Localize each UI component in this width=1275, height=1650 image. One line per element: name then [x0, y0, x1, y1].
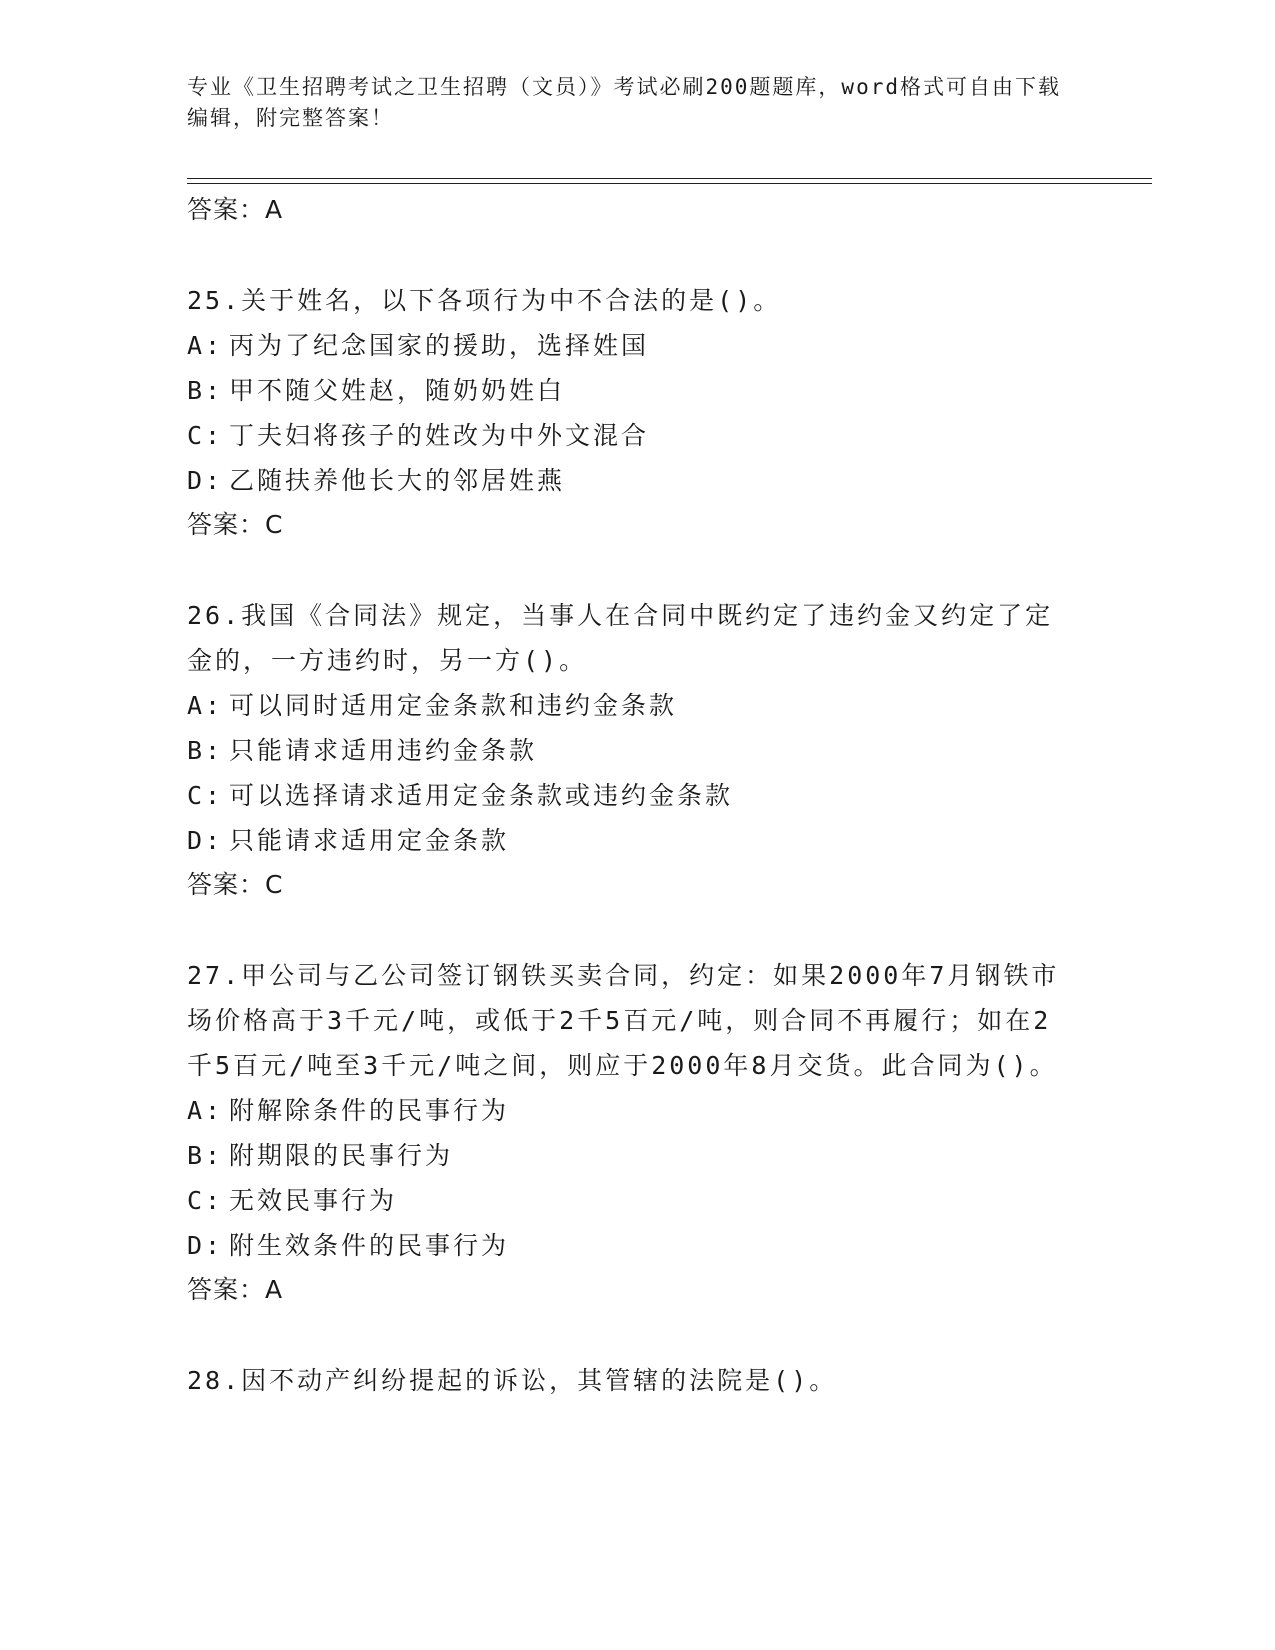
option-letter: C:: [187, 781, 224, 810]
question-list: [187, 188, 1067, 1403]
option-a: [187, 1088, 1067, 1133]
question-stem: 28.因不动产纠纷提起的诉讼，其管辖的法院是()。: [187, 1366, 838, 1395]
option-text: 丙为了纪念国家的援助，选择姓国: [229, 331, 650, 360]
question-stem: 27.甲公司与乙公司签订钢铁买卖合同，约定：如果2000年7月钢铁市场价格高于3千元/吨，或低于2千5百元/吨，则合同不再履行；如在2千5百元/吨至3千元/吨之间，则应于2000年8月交货。此合同为()。: [187, 961, 1060, 1080]
answer-line: 答案：C: [187, 870, 284, 899]
option-text: 可以选择请求适用定金条款或违约金条款: [229, 781, 734, 810]
question-block: [187, 1358, 1067, 1403]
option-text: 附生效条件的民事行为: [229, 1231, 510, 1260]
option-letter: B:: [187, 736, 224, 765]
option-d: [187, 1223, 1067, 1268]
header-divider-bottom: [187, 183, 1152, 184]
option-text: 乙随扶养他长大的邻居姓燕: [229, 466, 566, 495]
option-letter: D:: [187, 466, 224, 495]
option-text: 附期限的民事行为: [229, 1141, 454, 1170]
option-letter: A:: [187, 331, 224, 360]
option-letter: D:: [187, 1231, 224, 1260]
question-stem: 25.关于姓名，以下各项行为中不合法的是()。: [187, 286, 782, 315]
option-text: 附解除条件的民事行为: [229, 1096, 510, 1125]
option-letter: A:: [187, 691, 224, 720]
option-a: [187, 683, 1067, 728]
option-text: 丁夫妇将孩子的姓改为中外文混合: [229, 421, 650, 450]
question-stem: 26.我国《合同法》规定，当事人在合同中既约定了违约金又约定了定金的，一方违约时，另一方()。: [187, 601, 1054, 675]
option-b: [187, 1133, 1067, 1178]
option-c: [187, 1178, 1067, 1223]
option-letter: D:: [187, 826, 224, 855]
option-b: [187, 368, 1067, 413]
option-d: [187, 458, 1067, 503]
answer-line: 答案：A: [187, 1275, 284, 1304]
option-c: [187, 773, 1067, 818]
option-text: 可以同时适用定金条款和违约金条款: [229, 691, 678, 720]
document-header: 专业《卫生招聘考试之卫生招聘（文员）》考试必刷200题题库，word格式可自由下载编辑，附完整答案！: [187, 75, 1061, 130]
option-d: [187, 818, 1067, 863]
answer-line: 答案：C: [187, 510, 284, 539]
option-a: [187, 323, 1067, 368]
option-letter: B:: [187, 1141, 224, 1170]
option-c: [187, 413, 1067, 458]
option-letter: C:: [187, 1186, 224, 1215]
option-text: 甲不随父姓赵，随奶奶姓白: [229, 376, 566, 405]
option-text: 只能请求适用定金条款: [229, 826, 510, 855]
answer-line: 答案：A: [187, 195, 284, 224]
option-b: [187, 728, 1067, 773]
option-letter: A:: [187, 1096, 224, 1125]
option-text: 只能请求适用违约金条款: [229, 736, 538, 765]
question-block: [187, 953, 1067, 1312]
option-letter: C:: [187, 421, 224, 450]
header-divider-top: [187, 178, 1152, 179]
option-letter: B:: [187, 376, 224, 405]
question-block: [187, 278, 1067, 547]
question-block: [187, 593, 1067, 907]
option-text: 无效民事行为: [229, 1186, 398, 1215]
